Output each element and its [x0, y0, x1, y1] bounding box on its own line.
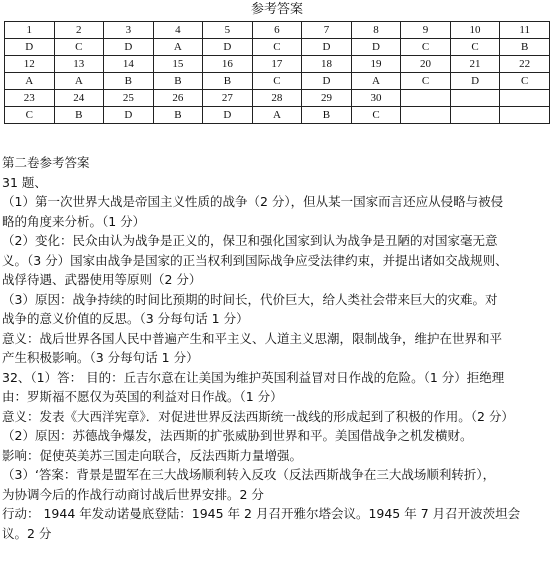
text-line: 由：罗斯福不愿仅为英国的利益对日作战。（1 分） [2, 389, 283, 404]
answer-letter-row [5, 107, 550, 124]
answer-key-table [4, 21, 550, 124]
question-number-cell: 15 [153, 56, 203, 73]
question-number-cell: 29 [302, 90, 352, 107]
answer-letter-row [5, 39, 550, 56]
answer-letter-cell: A [252, 107, 302, 124]
question-number-cell: 30 [351, 90, 401, 107]
text-line: 义。（3 分）国家由战争是国家的正当权利到国际战争应受法律约束，并提出诸如交战规则、 [2, 252, 508, 268]
question-number-cell: 17 [252, 56, 302, 73]
text-line: （3）‘答案：背景是盟军在三大战场顺利转入反攻（反法西斯战争在三大战场顺利转折）， [2, 467, 496, 482]
answer-letter-cell [450, 107, 500, 124]
question-number-cell: 6 [252, 22, 302, 39]
question-number-cell: 16 [203, 56, 253, 73]
question-number-cell [450, 90, 500, 107]
question-number-row [5, 90, 550, 107]
answer-letter-cell [500, 107, 550, 124]
question-number-cell: 25 [104, 90, 154, 107]
answer-letter-cell: B [54, 107, 104, 124]
answer-letter-cell: C [351, 107, 401, 124]
question-number-cell: 3 [104, 22, 154, 39]
question-number-cell: 20 [401, 56, 451, 73]
question-number-row [5, 22, 550, 39]
text-line: （2）原因：苏德战争爆发，法西斯的扩张威胁到世界和平。美国借战争之机发横财。 [2, 428, 473, 443]
answer-letter-cell: C [252, 73, 302, 90]
question-number-cell: 27 [203, 90, 253, 107]
page-title: 参考答案 [250, 2, 303, 17]
question-number-cell: 22 [500, 56, 550, 73]
answer-letter-cell: D [203, 39, 253, 56]
answer-letter-cell: C [5, 107, 55, 124]
answer-letter-row [5, 73, 550, 90]
answer-letter-cell: B [500, 39, 550, 56]
answer-letter-cell: A [153, 39, 203, 56]
answer-letter-cell: D [203, 107, 253, 124]
question-number-cell: 24 [54, 90, 104, 107]
question-number-cell: 21 [450, 56, 500, 73]
text-line: 战俘待遇、武器使用等原则（2 分） [2, 272, 202, 287]
question-number-cell: 19 [351, 56, 401, 73]
question-number-cell [500, 90, 550, 107]
answer-letter-cell: C [252, 39, 302, 56]
answer-letter-cell [401, 107, 451, 124]
text-line: 意义：发表《大西洋宪章》．对促进世界反法西斯统一战线的形成起到了积极的作用。（2 分） [2, 408, 514, 424]
question-number-cell: 1 [5, 22, 55, 39]
answer-letter-cell: C [500, 73, 550, 90]
text-line: 略的角度来分析。（1 分） [2, 213, 146, 229]
text-line: 为协调今后的作战行动商讨战后世界安排。2 分 [2, 486, 264, 502]
text-line: 31 题、 [2, 174, 47, 190]
question-number-cell: 5 [203, 22, 253, 39]
answer-letter-cell: A [5, 73, 55, 90]
answer-key-table-body [5, 22, 550, 124]
text-line: （2）变化：民众由认为战争是正义的，保卫和强化国家到认为战争是丑陋的对国家毫无意 [2, 233, 498, 248]
text-line: （3）原因：战争持续的时间比预期的时间长，代价巨大，给人类社会带来巨大的灾难。对 [2, 291, 498, 307]
question-number-cell: 14 [104, 56, 154, 73]
answer-letter-cell: B [203, 73, 253, 90]
answer-letter-cell: C [401, 73, 451, 90]
question-number-cell: 2 [54, 22, 104, 39]
text-line: 32、（1）答： 目的：丘吉尔意在让美国为维护英国利益冒对日作战的危险。（1 分）拒绝理 [2, 369, 505, 385]
question-number-cell: 18 [302, 56, 352, 73]
answer-letter-cell: B [153, 73, 203, 90]
question-number-cell: 11 [500, 22, 550, 39]
answer-letter-cell: D [302, 39, 352, 56]
question-number-cell: 28 [252, 90, 302, 107]
section-heading: 第二卷参考答案 [2, 155, 90, 170]
question-number-cell: 26 [153, 90, 203, 107]
text-line: 影响：促使英美苏三国走向联合，反法西斯力量增强。 [2, 447, 303, 463]
answer-letter-cell: D [104, 39, 154, 56]
question-number-cell: 9 [401, 22, 451, 39]
text-line: （1）第一次世界大战是帝国主义性质的战争（2 分），但从某一国家而言还应从侵略与被侵 [2, 194, 504, 209]
question-number-cell: 12 [5, 56, 55, 73]
answer-letter-cell: C [401, 39, 451, 56]
question-number-cell: 23 [5, 90, 55, 107]
answer-letter-cell: B [104, 73, 154, 90]
question-number-cell: 8 [351, 22, 401, 39]
text-line: 意义：战后世界各国人民中普遍产生和平主义、人道主义思潮，限制战争，维护在世界和平 [2, 330, 503, 346]
answer-explanations [2, 153, 552, 543]
text-line: 行动： 1944 年发动诺曼底登陆：1945 年 2 月召开雅尔塔会议。1945 年 7 月召开波茨坦会 [2, 506, 521, 521]
answer-letter-cell: D [104, 107, 154, 124]
answer-letter-cell: D [302, 73, 352, 90]
question-number-cell: 10 [450, 22, 500, 39]
text-line: 产生积极影响。（3 分每句话 1 分） [2, 350, 199, 365]
question-number-cell [401, 90, 451, 107]
answer-letter-cell: D [351, 39, 401, 56]
question-number-cell: 4 [153, 22, 203, 39]
question-number-cell: 13 [54, 56, 104, 73]
question-number-row [5, 56, 550, 73]
answer-letter-cell: A [54, 73, 104, 90]
text-line: 战争的意义价值的反思。（3 分每句话 1 分） [2, 311, 249, 326]
answer-letter-cell: B [302, 107, 352, 124]
text-line: 议。2 分 [2, 525, 52, 541]
answer-letter-cell: A [351, 73, 401, 90]
answer-letter-cell: B [153, 107, 203, 124]
answer-letter-cell: C [54, 39, 104, 56]
answer-letter-cell: D [5, 39, 55, 56]
question-number-cell: 7 [302, 22, 352, 39]
answer-letter-cell: C [450, 39, 500, 56]
answer-letter-cell: D [450, 73, 500, 90]
